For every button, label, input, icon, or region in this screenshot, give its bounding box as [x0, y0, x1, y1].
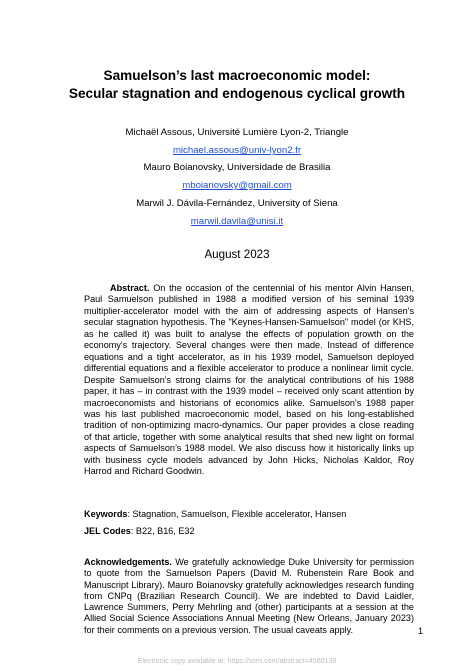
keywords-text: : Stagnation, Samuelson, Flexible accelerator, Hansen — [127, 509, 347, 519]
keywords-label: Keywords — [84, 509, 128, 519]
acknowledgements-label: Acknowledgements. — [84, 557, 172, 567]
jel-codes-label: JEL Codes — [84, 526, 131, 536]
jel-codes-text: : B22, B16, E32 — [130, 526, 195, 536]
abstract-paragraph — [84, 283, 414, 478]
author-email-link-3[interactable]: marwil.davila@unisi.it — [190, 216, 284, 227]
acknowledgements-text: We gratefully acknowledge Duke University for permission to quote from the Samuelson Papers (David M. Rubenstein Rare Book and Manuscript Library). Mauro Boianovsky gratefully acknowledges research funding from CNPq (Brazilian Research Council). We are indebted to David Laidler, Lawrence Summers, Perry Mehrling and (other) participants at a session at the Allied Social Science Associations Annual Meeting (New Orleans, January 2023) for their comments on a previous version. The usual caveats apply. — [84, 557, 414, 635]
author-email-link-2[interactable]: mboianovsky@gmail.com — [182, 180, 292, 191]
acknowledgements-paragraph — [84, 557, 414, 636]
abstract-label: Abstract. — [110, 283, 150, 293]
keywords-line — [84, 508, 414, 520]
abstract-text: On the occasion of the centennial of his mentor Alvin Hansen, Paul Samuelson published in 1988 a modified version of his seminal 1939 multiplier-accelerator model with the aim of addressing aspects of Hansen's secular stagnation hypothesis. The "Keynes-Hansen-Samuelson" model (or KHS, as he called it) was built to analyse the effects of population growth on the economy's trajectory. Several changes were then made. Instead of difference equations and a tight accelerator, as in his 1939 model, Samuelson deployed differential equations and a flexible accelerator to produce a nonlinear limit cycle. Despite Samuelson's strong claims for the analytical contributions of his 1988 paper, it has – in contrast with the 1939 model – received only scant attention by macroeconomists and historians of economics alike. Samuelson's 1988 paper was his last published macroeconomic model, based on his long-established tradition of non-optimizing macro-dynamics. Our paper provides a close reading of that article, together with some analytical results that shed new light on formal aspects of Samuelson’s 1988 model. We also discuss how it historically links up with business cycle models advanced by John Hicks, Nicholas Kaldor, Roy Harrod and Richard Goodwin. — [84, 283, 414, 477]
author-affiliation-1: Michaël Assous, Université Lumière Lyon-2, Triangle — [125, 127, 349, 138]
author-affiliation-3: Marwil J. Dávila-Fernández, University of Siena — [136, 198, 338, 209]
author-email-link-1[interactable]: michael.assous@univ-lyon2.fr — [172, 145, 302, 156]
paper-title-line-2: Secular stagnation and endogenous cyclical growth — [68, 86, 406, 101]
author-affiliation-2: Mauro Boianovsky, Universidade de Brasilia — [143, 162, 331, 173]
page-number: 1 — [417, 626, 423, 636]
publication-date: August 2023 — [204, 248, 270, 261]
paper-title-line-1: Samuelson’s last macroeconomic model: — [103, 68, 371, 83]
jel-codes-line — [84, 525, 414, 537]
ssrn-footer: Electronic copy available at: https://ssrn.com/abstract=4560139 — [137, 657, 337, 665]
